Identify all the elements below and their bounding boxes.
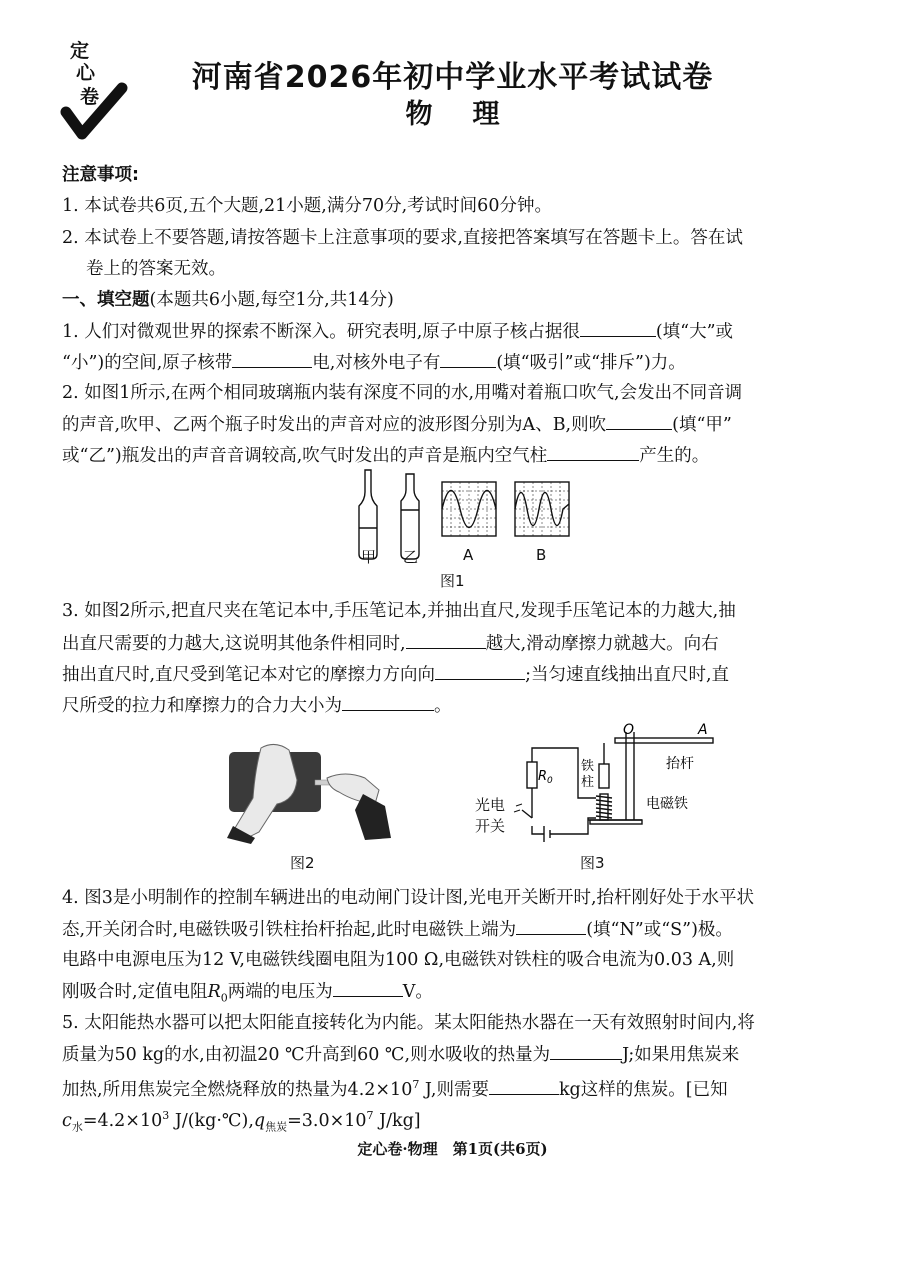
q1-text: (填“大”或 <box>655 322 734 342</box>
waveform-a <box>442 482 496 536</box>
q3-text: 出直尺需要的力越大,这说明其他条件相同时, <box>62 634 406 654</box>
section-title: 一、填空题 <box>62 290 150 310</box>
section-note: (本题共6小题,每空1分,共14分) <box>149 290 394 310</box>
right-sleeve <box>355 794 391 840</box>
photo-switch <box>522 810 532 818</box>
question-line <box>62 413 842 436</box>
q3-text: 抽出直尺时,直尺受到笔记本对它的摩擦力方向向 <box>62 665 436 685</box>
fig1-caption: 图1 <box>440 572 465 590</box>
answer-blank[interactable] <box>606 413 672 430</box>
exam-title: 河南省2026年初中学业水平考试试卷 <box>191 60 714 95</box>
resistor-r0 <box>527 762 537 788</box>
exam-subject: 物理 <box>405 99 540 130</box>
question-line: 电路中电源电压为12 V,电磁铁线圈电阻为100 Ω,电磁铁对铁柱的吸合电流为0.03 A,则 <box>62 950 735 970</box>
q5-text: =3.0×10 <box>287 1110 367 1131</box>
q5-sup: 7 <box>412 1078 420 1091</box>
fig1-label-a: A <box>463 546 474 564</box>
q1-text: 电,对核外电子有 <box>312 353 441 373</box>
figure-2 <box>215 740 395 845</box>
question-line: 4. 图3是小明制作的控制车辆进出的电动闸门设计图,光电开关断开时,抬杆刚好处于水平状 <box>62 888 755 908</box>
label-zhu: 柱 <box>581 775 595 790</box>
q5-text: J/kg] <box>373 1110 421 1131</box>
q3-text: 。 <box>434 696 452 716</box>
question-line <box>62 918 842 941</box>
question-line <box>62 632 842 655</box>
fig1-label-jia: 甲 <box>361 548 377 566</box>
question-line <box>62 694 842 717</box>
question-line: 2. 如图1所示,在两个相同玻璃瓶内装有深度不同的水,用嘴对着瓶口吹气,会发出不同音调 <box>62 383 743 403</box>
q5-sup: 7 <box>366 1109 374 1122</box>
notice-heading: 注意事项: <box>62 165 139 185</box>
q5-text: =4.2×10 <box>82 1110 163 1131</box>
fig1-label-b: B <box>536 546 547 564</box>
question-line <box>62 1105 842 1138</box>
q4-text: 态,开关闭合时,电磁铁吸引铁柱抬杆抬起,此时电磁铁上端为 <box>62 920 517 940</box>
answer-blank[interactable] <box>550 1043 622 1060</box>
label-tie: 铁 <box>581 759 595 774</box>
label-switch-1: 光电 <box>475 796 506 814</box>
q4-r0-sub: 0 <box>220 991 228 1005</box>
q4-text: 两端的电压为 <box>227 982 333 1002</box>
label-r0: $R_0$ <box>538 769 553 786</box>
q5-c: c <box>62 1110 72 1131</box>
q5-text: J,则需要 <box>419 1079 489 1100</box>
q5-sup: 3 <box>162 1109 170 1122</box>
answer-blank[interactable] <box>342 694 434 711</box>
q4-text: 刚吸合时,定值电阻 <box>62 982 208 1002</box>
label-switch-2: 开关 <box>475 817 506 835</box>
label-a: A <box>698 722 708 738</box>
fig3-caption: 图3 <box>580 854 605 872</box>
logo-char-1: 定 <box>70 40 90 62</box>
question-line <box>62 980 842 1010</box>
answer-blank[interactable] <box>489 1078 559 1095</box>
q5-q: q <box>253 1110 266 1131</box>
q4-text: V。 <box>402 982 433 1002</box>
label-electromagnet: 电磁铁 <box>646 796 688 812</box>
q1-text: “小”)的空间,原子核带 <box>62 353 233 373</box>
question-line <box>62 320 842 343</box>
lever-bar <box>615 738 713 743</box>
q3-text: 尺所受的拉力和摩擦力的合力大小为 <box>62 696 342 716</box>
coil <box>596 796 612 818</box>
fig1-label-yi: 乙 <box>403 548 419 566</box>
answer-blank[interactable] <box>435 663 525 680</box>
q2-text: 的声音,吹甲、乙两个瓶子时发出的声音对应的波形图分别为A、B,则吹 <box>62 415 607 435</box>
q1-text: (填“吸引”或“排斥”)力。 <box>496 353 686 373</box>
answer-blank[interactable] <box>516 918 586 935</box>
answer-blank[interactable] <box>333 980 403 997</box>
answer-blank[interactable] <box>580 320 656 337</box>
question-line <box>62 1043 842 1066</box>
q3-text: 越大,滑动摩擦力就越大。向右 <box>485 634 719 654</box>
q5-q-sub: 焦炭 <box>265 1120 288 1134</box>
question-line <box>62 1074 842 1101</box>
iron-pillar <box>599 764 609 788</box>
notice-line: 1. 本试卷共6页,五个大题,21小题,满分70分,考试时间60分钟。 <box>62 196 552 216</box>
waveform-b <box>515 482 569 536</box>
question-line <box>62 663 842 686</box>
q5-text: J/(kg·℃), <box>169 1110 254 1131</box>
q5-c-sub: 水 <box>71 1120 83 1134</box>
q1-text: 1. 人们对微观世界的探索不断深入。研究表明,原子中原子核占据很 <box>62 322 580 342</box>
page-footer: 定心卷·物理 第1页(共6页) <box>357 1140 548 1158</box>
answer-blank[interactable] <box>406 632 486 649</box>
q5-text: 质量为50 kg的水,由初温20 ℃升高到60 ℃,则水吸收的热量为 <box>62 1045 551 1065</box>
q2-text: 产生的。 <box>639 446 710 466</box>
q3-text: ;当匀速直线抽出直尺时,直 <box>525 665 730 685</box>
question-line: 3. 如图2所示,把直尺夹在笔记本中,手压笔记本,并抽出直尺,发现手压笔记本的力越大,抽 <box>62 601 736 621</box>
q2-text: (填“甲” <box>672 415 732 435</box>
q5-text: kg这样的焦炭。[已知 <box>558 1079 728 1100</box>
answer-blank[interactable] <box>440 351 496 368</box>
logo-char-2: 心 <box>76 62 96 84</box>
q4-text: (填“N”或“S”)极。 <box>586 920 733 940</box>
logo-char-3: 卷 <box>80 86 100 108</box>
notice-line: 卷上的答案无效。 <box>86 259 226 279</box>
answer-blank[interactable] <box>232 351 312 368</box>
q2-text: 或“乙”)瓶发出的声音音调较高,吹气时发出的声音是瓶内空气柱 <box>62 446 548 466</box>
question-line: 5. 太阳能热水器可以把太阳能直接转化为内能。某太阳能热水器在一天有效照射时间内,将 <box>62 1013 755 1033</box>
fig2-caption: 图2 <box>290 854 315 872</box>
notice-line: 2. 本试卷上不要答题,请按答题卡上注意事项的要求,直接把答案填写在答题卡上。答在试 <box>62 228 743 248</box>
section-heading <box>62 289 842 311</box>
q4-r0: R <box>207 982 221 1002</box>
label-o: O <box>623 722 635 738</box>
label-lever: 抬杆 <box>666 756 694 772</box>
answer-blank[interactable] <box>547 444 639 461</box>
q5-text: J;如果用焦炭来 <box>622 1045 740 1065</box>
q5-text: 加热,所用焦炭完全燃烧释放的热量为4.2×10 <box>62 1079 413 1100</box>
question-line <box>62 351 842 374</box>
